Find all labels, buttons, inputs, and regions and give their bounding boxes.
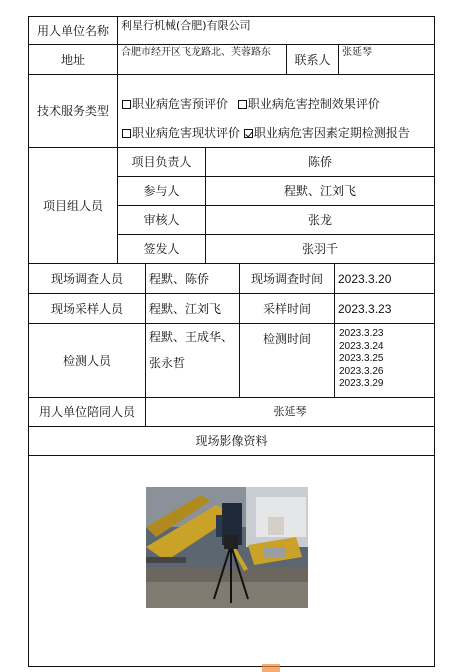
- sampling-people-value-text: 程默、江刘飞: [149, 301, 222, 316]
- team-name-3: [205, 205, 435, 235]
- service-type-label-text: 技术服务类型: [36, 104, 109, 118]
- service-option-3-label: 职业病危害现状评价: [132, 126, 241, 140]
- survey-people-label: [28, 263, 146, 294]
- unit-name-label: [28, 16, 118, 45]
- testing-people-line-1: 程默、王成华、: [149, 330, 234, 344]
- service-options-line-2: [122, 124, 410, 141]
- team-role-4: [117, 234, 206, 264]
- service-option-4-label: 职业病危害因素定期检测报告: [253, 126, 410, 140]
- team-label: [28, 147, 118, 264]
- survey-time-label-text: 现场调查时间: [250, 271, 323, 286]
- site-photo-image: [146, 487, 308, 608]
- survey-people-value: [145, 263, 240, 294]
- sampling-time-label: [239, 293, 335, 324]
- checked-checkbox-icon[interactable]: [244, 129, 253, 138]
- survey-people-value-text: 程默、陈侨: [149, 271, 210, 286]
- sampling-people-label: [28, 293, 146, 324]
- contact-label-text: 联系人: [294, 52, 331, 67]
- escort-label-text: 用人单位陪同人员: [38, 405, 135, 419]
- team-role-1-text: 项目负责人: [131, 155, 192, 169]
- team-name-3-text: 张龙: [307, 213, 332, 227]
- stamp-mark: [262, 664, 280, 672]
- team-role-2: [117, 176, 206, 206]
- photo-section-header: [28, 426, 435, 456]
- survey-time-label: [239, 263, 335, 294]
- escort-value: [145, 397, 435, 427]
- testing-date-5: 2023.3.29: [339, 378, 384, 389]
- sampling-time-value: [334, 293, 435, 324]
- address-label-text: 地址: [60, 52, 85, 67]
- team-name-1-text: 陈侨: [307, 155, 332, 169]
- escort-label: [28, 397, 146, 427]
- checkbox-icon[interactable]: [238, 100, 247, 109]
- service-option-4[interactable]: [244, 126, 410, 140]
- team-role-3-text: 审核人: [143, 213, 180, 227]
- service-option-2-label: 职业病危害控制效果评价: [247, 97, 380, 111]
- service-option-1[interactable]: [122, 97, 228, 111]
- service-option-3[interactable]: [122, 126, 240, 140]
- checkbox-icon[interactable]: [122, 129, 131, 138]
- survey-time-value-text: 2023.3.20: [338, 271, 392, 286]
- contact-label: [286, 44, 339, 75]
- team-role-4-text: 签发人: [143, 242, 180, 256]
- contact-value: [338, 44, 435, 75]
- team-label-text: 项目组人员: [42, 198, 103, 213]
- unit-name-label-text: 用人单位名称: [36, 23, 109, 38]
- testing-people-line-2: 张永哲: [149, 356, 186, 370]
- team-role-1: [117, 147, 206, 177]
- team-name-2: [205, 176, 435, 206]
- sampling-time-label-text: 采样时间: [262, 301, 311, 316]
- testing-time-label-text: 检测时间: [262, 332, 311, 346]
- sampling-people-label-text: 现场采样人员: [50, 301, 123, 316]
- team-role-2-text: 参与人: [143, 184, 180, 198]
- testing-date-2: 2023.3.24: [339, 340, 384, 352]
- team-name-1: [205, 147, 435, 177]
- service-option-2[interactable]: [238, 97, 380, 111]
- address-value-text: 合肥市经开区飞龙路北、芙蓉路东: [121, 47, 271, 58]
- contact-value-text: 张延琴: [342, 47, 372, 58]
- testing-dates-list: [334, 323, 435, 398]
- service-option-1-label: 职业病危害预评价: [132, 97, 229, 111]
- survey-people-label-text: 现场调查人员: [50, 271, 123, 286]
- checkbox-icon[interactable]: [122, 100, 131, 109]
- survey-time-value: [334, 263, 435, 294]
- team-name-4-text: 张羽千: [301, 242, 338, 256]
- team-name-4: [205, 234, 435, 264]
- site-photo: [146, 487, 308, 608]
- testing-date-4: 2023.3.26: [339, 365, 384, 377]
- testing-date-3: 2023.3.25: [339, 353, 384, 364]
- testing-date-1: 2023.3.23: [339, 328, 384, 339]
- service-options-line-1: [122, 95, 380, 112]
- unit-name-value: [117, 16, 435, 45]
- team-role-3: [117, 205, 206, 235]
- team-name-2-text: 程默、江刘飞: [283, 184, 356, 198]
- photo-section-header-text: 现场影像资料: [195, 434, 268, 448]
- unit-name-value-text: 利星行机械(合肥)有限公司: [121, 19, 251, 32]
- sampling-people-value: [145, 293, 240, 324]
- testing-people-label: [28, 323, 146, 398]
- service-type-label: [28, 74, 118, 148]
- testing-time-label: [239, 323, 335, 398]
- testing-people-value: [145, 323, 240, 398]
- address-label: [28, 44, 118, 75]
- address-value: [117, 44, 287, 75]
- sampling-time-value-text: 2023.3.23: [338, 301, 392, 316]
- testing-people-label-text: 检测人员: [62, 353, 111, 368]
- escort-value-text: 张延琴: [273, 405, 307, 418]
